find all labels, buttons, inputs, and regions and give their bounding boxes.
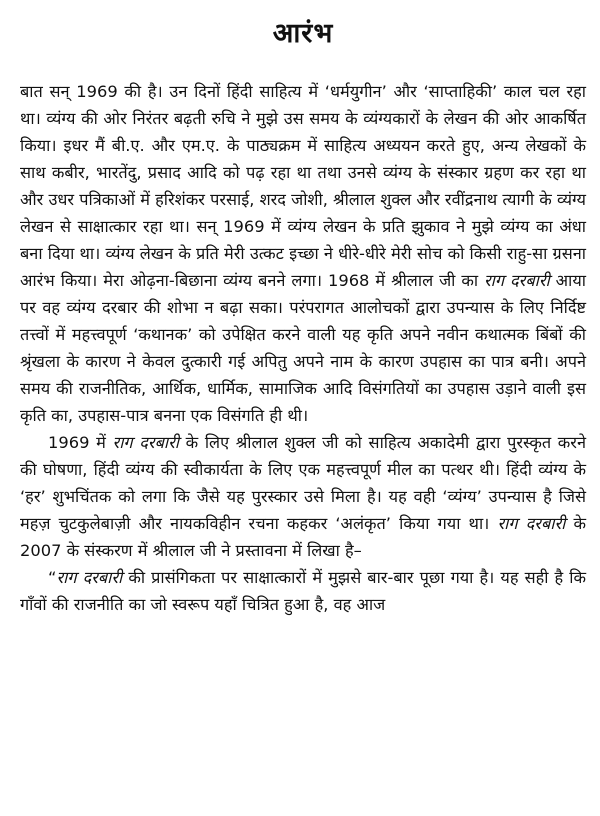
chapter-title: आरंभ [272, 18, 334, 49]
text-segment: बात सन् 1969 की है। उन दिनों हिंदी साहित्य में ‘धर्मयुगीन’ और ‘साप्ताहिकी’ काल चल रहा था। व्यंग्य की ओर निरंतर बढ़ती रुचि ने मुझे उस समय के व्यंग्यकारों के लेखन की ओर आकर्षित किया। इधर मैं बी.ए. और एम.ए. के पाठ्यक्रम में साहित्य अध्ययन करते हुए, अन्य लेखकों के साथ कबीर, भारतेंदु, प्रसाद आदि को पढ़ रहा था तथा उनसे व्यंग्य के संस्कार ग्रहण कर रहा था और उधर पत्रिकाओं में हरिशंकर परसाई, शरद जोशी, श्रीलाल शुक्ल और रवींद्रनाथ त्यागी के व्यंग्य लेखन से साक्षात्कार रहा था। सन् 1969 में व्यंग्य लेखन के प्रति झुकाव ने मुझे व्यंग्य का अंधा बना दिया था। व्यंग्य लेखन के प्रति मेरी उत्कट इच्छा ने धीरे-धीरे मेरी सोच को किसी राहु-सा ग्रसना आरंभ किया। मेरा ओढ़ना-बिछाना व्यंग्य बनने लगा। 1968 में श्रीलाल जी का [20, 82, 586, 290]
text-segment: की प्रासंगिकता पर साक्षात्कारों में मुझसे बार-बार पूछा गया है। यह सही है कि गाँवों की राजनीति का जो स्वरूप यहाँ चित्रित हुआ है, वह आज [20, 568, 586, 614]
text-segment: के 2007 के संस्करण में श्रीलाल जी ने प्रस्तावना में लिखा है– [20, 514, 586, 560]
paragraph-p1 [20, 78, 586, 429]
book-title-italic: राग दरबारी [56, 568, 123, 587]
chapter-body [20, 78, 586, 618]
book-title-italic: राग दरबारी [484, 271, 550, 290]
book-title-italic: राग दरबारी [497, 514, 566, 533]
text-segment: के लिए श्रीलाल शुक्ल जी को साहित्य अकादेमी द्वारा पुरस्कृत करने की घोषणा, हिंदी व्यंग्य की स्वीकार्यता के लिए एक महत्त्वपूर्ण मील का पत्थर थी। हिंदी व्यंग्य के ‘हर’ शुभचिंतक को लगा कि जैसे यह पुरस्कार उसे मिला है। यह वही ‘व्यंग्य’ उपन्यास है जिसे महज़ चुटकुलेबाज़ी और नायकविहीन रचना कहकर ‘अलंकृत’ किया गया था। [20, 433, 586, 533]
paragraph-p2 [20, 429, 586, 564]
text-segment: आया पर वह व्यंग्य दरबार की शोभा न बढ़ा सका। परंपरागत आलोचकों द्वारा उपन्यास के लिए निर्दिष्ट तत्त्वों में महत्त्वपूर्ण ‘कथानक’ को उपेक्षित करने वाली यह कृति अपने नवीन कथात्मक बिंबों की श्रृंखला के कारण ने केवल दुत्कारी गई अपितु अपने नाम के कारण उपहास का पात्र बनी। अपने समय की राजनीतिक, आर्थिक, धार्मिक, सामाजिक आदि विसंगतियों का उपहास उड़ाने वाली इस कृति का, उपहास-पात्र बनना एक विसंगति ही थी। [20, 271, 586, 425]
book-title-italic: राग दरबारी [112, 433, 179, 452]
text-segment: “ [48, 568, 57, 587]
text-segment: 1969 में [48, 433, 113, 452]
paragraph-p3 [20, 564, 586, 618]
